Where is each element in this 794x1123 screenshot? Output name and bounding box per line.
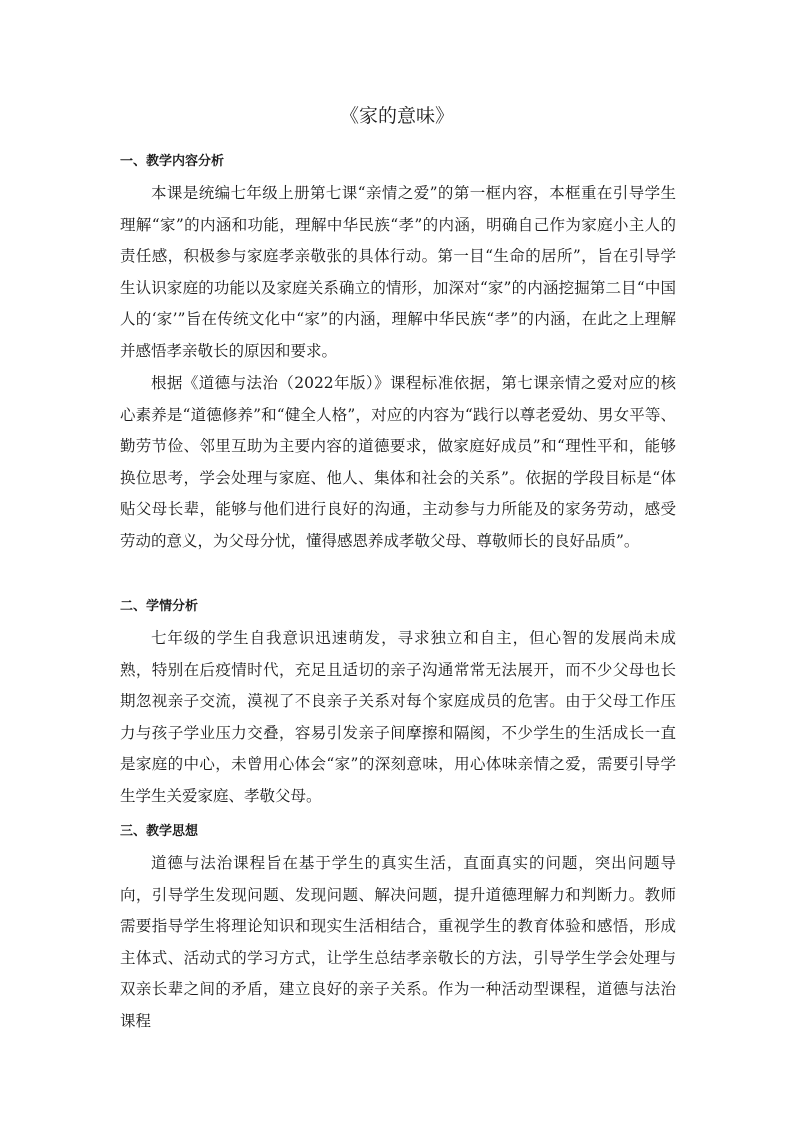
paragraph-teaching-thought-1: 道德与法治课程旨在基于学生的真实生活，直面真实的问题，突出问题导向，引导学生发现问题、发现问题、解决问题，提升道德理解力和判断力。教师需要指导学生将理论知识和现实生活相结合，重视学生的教育体验和感悟，形成主体式、活动式的学习方式，让学生总结孝亲敬长的方法，引导学生学会处理与双亲长辈之间的矛盾，建立良好的亲子关系。作为一种活动型课程，道德与法治课程 [120, 854, 676, 1030]
document-title: 《家的意味》 [339, 105, 454, 127]
section-heading-student-analysis: 二、学情分析 [120, 599, 199, 614]
paragraph-content-analysis-1: 本课是统编七年级上册第七课“亲情之爱”的第一框内容，本框重在引导学生理解“家”的内涵和功能，理解中华民族“孝”的内涵，明确自己作为家庭小主人的责任感，积极参与家庭孝亲敬张的具体行动。第一目“生命的居所”，旨在引导学生认识家庭的功能以及家庭关系确立的情形，加深对“家”的内涵挖掘第二目“中国人的‘家’”旨在传统文化中“家”的内涵，理解中华民族“孝”的内涵，在此之上理解并感悟孝亲敬长的原因和要求。 [120, 184, 676, 360]
paragraph-student-analysis-1: 七年级的学生自我意识迅速萌发，寻求独立和自主，但心智的发展尚未成熟，特别在后疫情时代，充足且适切的亲子沟通常常无法展开，而不少父母也长期忽视亲子交流，漠视了不良亲子关系对每个家庭成员的危害。由于父母工作压力与孩子学业压力交叠，容易引发亲子间摩擦和隔阂，不少学生的生活成长一直是家庭的中心，未曾用心体会“家”的深刻意味，用心体味亲情之爱，需要引导学生学生关爱家庭、孝敬父母。 [120, 629, 676, 805]
section-heading-teaching-thought: 三、教学思想 [120, 824, 199, 839]
section-heading-content-analysis: 一、教学内容分析 [120, 154, 225, 169]
paragraph-content-analysis-2: 根据《道德与法治（2022年版）》课程标准依据，第七课亲情之爱对应的核心素养是“道德修养”和“健全人格”，对应的内容为“践行以尊老爱幼、男女平等、勤劳节俭、邻里互助为主要内容的道德要求，做家庭好成员”和“理性平和，能够换位思考，学会处理与家庭、他人、集体和社会的关系”。依据的学段目标是“体贴父母长辈，能够与他们进行良好的沟通，主动参与力所能及的家务劳动，感受劳动的意义，为父母分忧，懂得感恩养成孝敬父母、尊敬师长的良好品质”。 [120, 374, 676, 550]
